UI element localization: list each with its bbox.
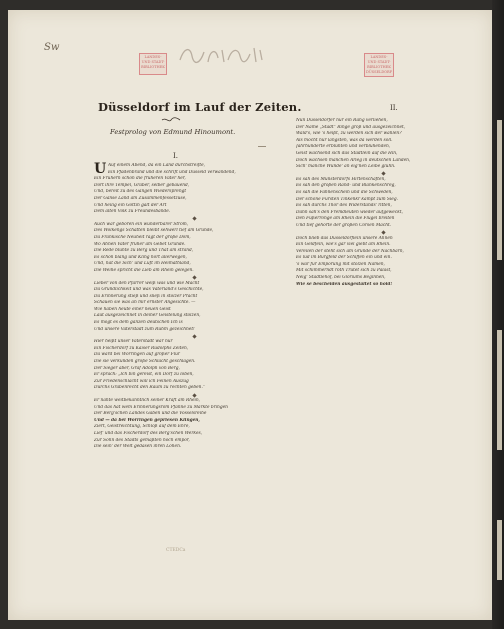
verse-line: Des Wölkengs Schatten bleibt sehwerl tief am Grunde, xyxy=(94,228,214,234)
poem-column-left xyxy=(94,163,294,451)
stamp-line: LANDES- xyxy=(370,55,388,59)
verse-line: Und, bereit zu des Gangen Wiedersprengt xyxy=(94,189,187,195)
stanza-1 xyxy=(94,163,294,216)
fold-mark xyxy=(258,146,266,151)
verse-line: Auch war geboren ein wunderbarer Strom, xyxy=(94,221,189,227)
verse-line: Ein Fischerdorf zu Kaiser Rudolphs Zeiten, xyxy=(94,345,189,351)
verse-line: Der schöne Fürsten Tinkenkr kämpt zum Sieg. xyxy=(296,196,398,202)
verse-line: Lief' und das Fischerdorf des Berg'schen Werkes, xyxy=(94,430,203,436)
stanza-separator xyxy=(296,230,471,236)
verse-line: Mit schimmerndt roth Trütet sich zu Palast, xyxy=(296,268,392,274)
handwritten-shelfmark: Sw xyxy=(44,42,60,53)
verse-line: Es sah den großen Rand- und Blankenschreg, xyxy=(296,183,396,189)
verse-line: Doch wachsen manchen Arieg in deutschen Landen, xyxy=(296,157,411,163)
verse-line: Der Sieger aber, Graf Adolph von Berg, xyxy=(94,365,180,371)
verse-line: Auf einem Abend, da ein Land durchstreifte, xyxy=(108,163,206,168)
verse-line: Da Gründlichkeit und was Vaterland's Geschichte, xyxy=(94,287,204,293)
verse-line: Wie se bescheiden ausgestaltet so hold! xyxy=(296,281,393,287)
verse-line: Dem alten Volk zu Freundesbande. xyxy=(94,209,171,215)
stanza-separator xyxy=(94,392,294,398)
stanza-5 xyxy=(94,398,294,451)
stamp-line: DÜSSELDORF xyxy=(366,70,393,74)
verse-line: Und heilig ein Göttin galt der Art xyxy=(94,202,167,208)
verse-line: Zur Friedenschlacht will ich Feinen Auszug xyxy=(94,378,189,384)
verse-line: Er nahte weitbekanntlich seiner Kraft am Rhein, xyxy=(94,398,201,403)
verse-line: Der Berg'schen Landes Gaben und die Vosselsreihe xyxy=(94,411,207,417)
verse-line: Es mögt es dem ganzen deutschen Ich is xyxy=(94,320,183,326)
verse-line: Durchs Grabenrecht den Raum zu rechten geben.“ xyxy=(94,385,206,391)
stanza-separator xyxy=(94,216,294,222)
handwritten-signature xyxy=(176,42,266,68)
stanza-2 xyxy=(296,177,471,230)
stanza-separator xyxy=(94,333,294,339)
verse-line: Wald's, wie 's heißt, zu werden sich der wählen? xyxy=(296,131,402,137)
verse-line: Wo Ahnen Väter früher am Gebet Grunde. xyxy=(94,241,186,247)
verse-line: Die Rede blühte zu Berg und That am strand, xyxy=(94,248,194,254)
poem-column-right xyxy=(296,118,471,288)
stanza-3 xyxy=(94,281,294,334)
verse-line: Es sah durchs Thor des Widerstands' ritten, xyxy=(296,203,392,209)
verse-line: Ein Frühern schon die früheren Väter her, xyxy=(94,176,186,182)
ornament-icon xyxy=(161,117,181,123)
edge-tab xyxy=(497,330,502,450)
verse-line: Hier heißt unser Vaterstadt war nur xyxy=(94,339,173,345)
verse-line: Lieber von den Pfarrer weiß was und wie Macht xyxy=(94,280,200,286)
verse-line: Der Name „Stadt“ Ringe groß und ausgezeichnet, xyxy=(296,124,406,130)
verse-line: Laut ausgezeichnet in deiner Geistelung stolzen, xyxy=(94,313,201,319)
verse-line: Und — da bei Worringen gepriesen Klingen, xyxy=(94,417,200,423)
verse-line: Es schon blang und Kling hört allerwegen, xyxy=(94,254,187,260)
verse-line: Zur Sohn des Stadts gemaßten hoch empor, xyxy=(94,437,190,443)
verse-line: Sich' manche Wunde' an eig'nen Leibe glühn. xyxy=(296,164,396,170)
verse-line: Die Weihe spricht die Lieb am Rhein gelegen. xyxy=(94,267,194,273)
drop-cap: U xyxy=(94,161,107,177)
verse-line: Als möcht nur längsten, was da werden soll. xyxy=(296,137,393,143)
stanza-1 xyxy=(296,118,471,171)
verse-line: Doch blieb das Düsseldörflein unsere Ahnen xyxy=(296,235,393,241)
verse-line: Wie haben heute einer neuen Geist xyxy=(94,306,171,312)
verse-line: Die sie verkünden große Schlacht geschlagen. xyxy=(94,359,196,365)
verse-line: Da ward bei Worringen auf großer Flur xyxy=(94,352,180,358)
verse-line: Ein Pfadenbrand und die schrift und Düsseld verwandend, xyxy=(108,169,236,175)
stanza-4 xyxy=(94,339,294,392)
verse-line: Und tief gehörte der großen Corsen Macht. xyxy=(296,222,392,228)
document-subtitle: Festprolog von Edmund Hinoumont. xyxy=(110,128,236,136)
edge-tab xyxy=(497,120,502,260)
verse-line: Es lud im Burgfeld der Schiffen ein und ein. xyxy=(296,255,392,261)
verse-line: Da Erinnerung stieß und sließ in stolzer Pracht xyxy=(94,293,198,299)
verse-line: Und unsere Vaterstadt zum Ruhm gezeichnet! xyxy=(94,326,195,332)
stanza-3 xyxy=(296,236,471,289)
edge-tab xyxy=(497,520,502,580)
document-title: Düsseldorf im Lauf der Zeiten. xyxy=(98,100,302,114)
stanza-separator xyxy=(94,275,294,281)
library-stamp xyxy=(364,53,394,77)
verse-line: Dort ihre Tempel, Gräber, selber gebauend, xyxy=(94,182,190,188)
stamp-line: BIBLIOTHEK xyxy=(141,65,165,69)
verse-line: Vereilen der steht sich am Grunde der Nachbarn, xyxy=(296,248,404,254)
verse-line: Neig' Städtlehof, bei Gloriums Beginnen, xyxy=(296,275,386,281)
verse-line: 's war für Empörung mit stolzen Namen, xyxy=(296,261,385,267)
section-number-2: II. xyxy=(390,104,398,112)
verse-line: Geist wachsend sich das Städtlein auf die Hin, xyxy=(296,150,398,156)
stamp-line: UND STADT- xyxy=(141,60,165,64)
faint-archive-mark: CTEDCa xyxy=(166,548,186,553)
verse-line: Schauen sie was an mir ernster Angesichte. — xyxy=(94,300,196,306)
verse-line: Ziert, Geistreichtung, Schloß auf dem Ehre, xyxy=(94,424,190,430)
verse-line: Den Fußerronge am Rhein die Flügel breiten xyxy=(296,216,395,222)
stamp-line: BIBLIOTHEK xyxy=(367,65,391,69)
verse-line: Und das hat wem Erinnerungsrom Pfanne zu Markte bringen xyxy=(94,404,228,410)
verse-line: Dann sah's den Fremdleuten wieder aufgeweckt, xyxy=(296,209,403,215)
verse-line: Da Fränkische Neuheit ragt der große Dom, xyxy=(94,234,191,240)
stanza-separator xyxy=(296,171,471,177)
stamp-line: UND STADT- xyxy=(367,60,391,64)
verse-line: Es sah die Fahnenschein und die Schweden, xyxy=(296,189,393,195)
verse-line: Ein Geldfein, wie's gar viel giebt am Rhein. xyxy=(296,242,391,248)
verse-line: Jahrhunderte erblühten und verblühenden, xyxy=(296,144,391,150)
verse-line: Die sein' der Welt gedäsen ihren Lohen. xyxy=(94,444,182,450)
verse-line: Es sah des Münsterdorfs Hirtenschaften, xyxy=(296,176,386,182)
section-number-1: I. xyxy=(173,152,178,160)
stanza-2 xyxy=(94,222,294,275)
library-stamp xyxy=(139,53,167,75)
verse-line: Er sprach: „Ich bin gereist, ein Dorf zu loben, xyxy=(94,372,194,378)
stamp-line: LANDES- xyxy=(144,55,162,59)
verse-line: Und, hat die Sich' und Luft im Heimathland, xyxy=(94,261,191,267)
verse-line: Der Gänse Land am Zusammenfessetzuse, xyxy=(94,195,187,201)
verse-line: Nun Düsseldorfer nur ein Rang verliehen, xyxy=(296,118,388,123)
